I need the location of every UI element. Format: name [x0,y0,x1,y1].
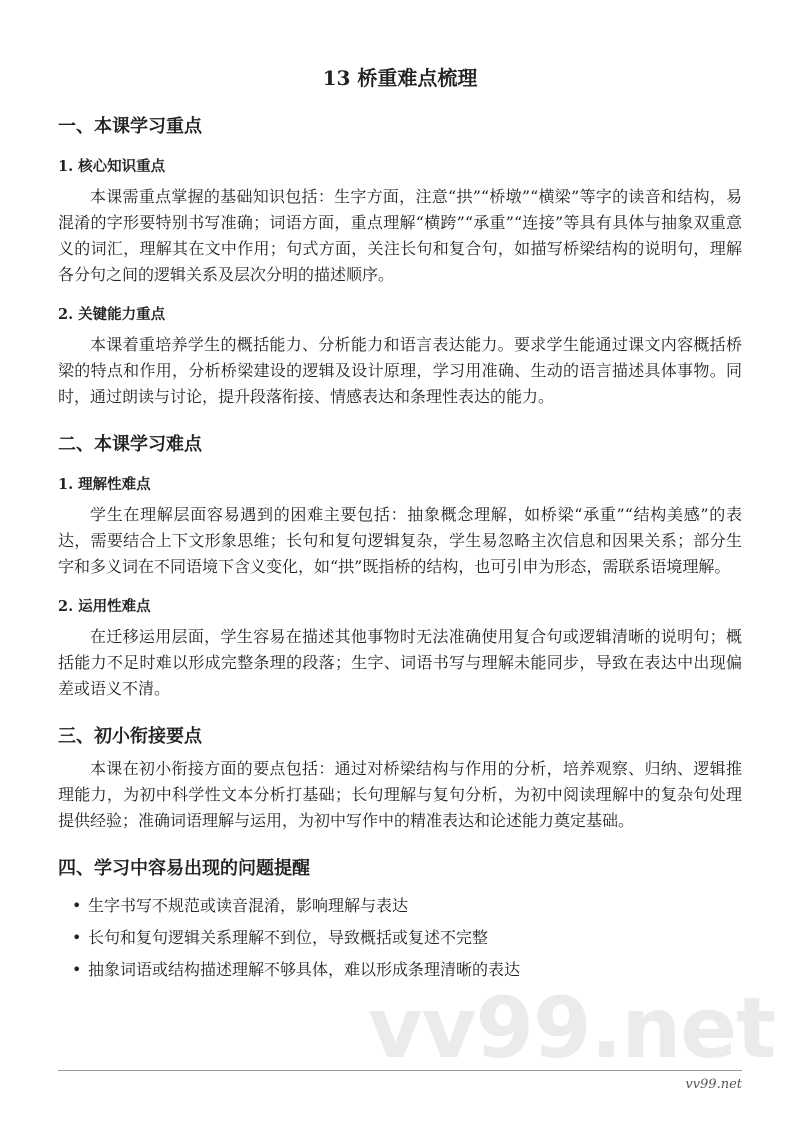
bullet-icon: • [72,960,82,979]
list-item-text: 生字书写不规范或读音混淆，影响理解与表达 [88,896,409,915]
reminder-list [58,890,742,986]
subsection-heading: 1. 核心知识重点 [58,158,166,175]
watermark: vv99.net [368,979,776,1077]
section-heading: 二、本课学习难点 [58,434,202,455]
list-item [72,954,742,986]
paragraph: 在迁移运用层面，学生容易在描述其他事物时无法准确使用复合句或逻辑清晰的说明句；概括能力不足时难以形成完整条理的段落；生字、词语书写与理解未能同步，导致在表达中出现偏差或语义不清。 [58,627,742,698]
subsection-heading: 1. 理解性难点 [58,476,151,493]
page-title: 13 桥重难点梳理 [322,66,478,90]
section-heading: 一、本课学习重点 [58,116,202,137]
paragraph: 学生在理解层面容易遇到的困难主要包括：抽象概念理解，如桥梁“承重”“结构美感”的表达，需要结合上下文形象思维；长句和复句逻辑复杂，学生易忽略主次信息和因果关系；部分生字和多义词在不同语境下含义变化，如“拱”既指桥的结构，也可引申为形态，需联系语境理解。 [58,505,742,576]
subsection-heading: 2. 关键能力重点 [58,306,166,323]
subsection-heading: 2. 运用性难点 [58,598,151,615]
paragraph: 本课在初小衔接方面的要点包括：通过对桥梁结构与作用的分析，培养观察、归纳、逻辑推理能力，为初中科学性文本分析打基础；长句理解与复句分析，为初中阅读理解中的复杂句处理提供经验；准确词语理解与运用，为初中写作中的精准表达和论述能力奠定基础。 [58,759,742,830]
list-item [72,890,742,922]
document-page [58,0,776,1105]
paragraph: 本课需重点掌握的基础知识包括：生字方面，注意“拱”“桥墩”“横梁”等字的读音和结构，易混淆的字形要特别书写准确；词语方面，重点理解“横跨”“承重”“连接”等具有具体与抽象双重意义的词汇，理解其在文中作用；句式方面，关注长句和复合句，如描写桥梁结构的说明句，理解各分句之间的逻辑关系及层次分明的描述顺序。 [58,187,742,284]
section-heading: 四、学习中容易出现的问题提醒 [58,858,310,879]
list-item-text: 抽象词语或结构描述理解不够具体，难以形成条理清晰的表达 [88,960,521,979]
bullet-icon: • [72,928,82,947]
paragraph: 本课着重培养学生的概括能力、分析能力和语言表达能力。要求学生能通过课文内容概括桥梁的特点和作用，分析桥梁建设的逻辑及设计原理，学习用准确、生动的语言描述具体事物。同时，通过朗读与讨论，提升段落衔接、情感表达和条理性表达的能力。 [58,335,742,406]
list-item [72,922,742,954]
section-heading: 三、初小衔接要点 [58,726,202,747]
list-item-text: 长句和复句逻辑关系理解不到位，导致概括或复述不完整 [88,928,489,947]
footer-site: vv99.net [685,1077,742,1092]
bullet-icon: • [72,896,82,915]
